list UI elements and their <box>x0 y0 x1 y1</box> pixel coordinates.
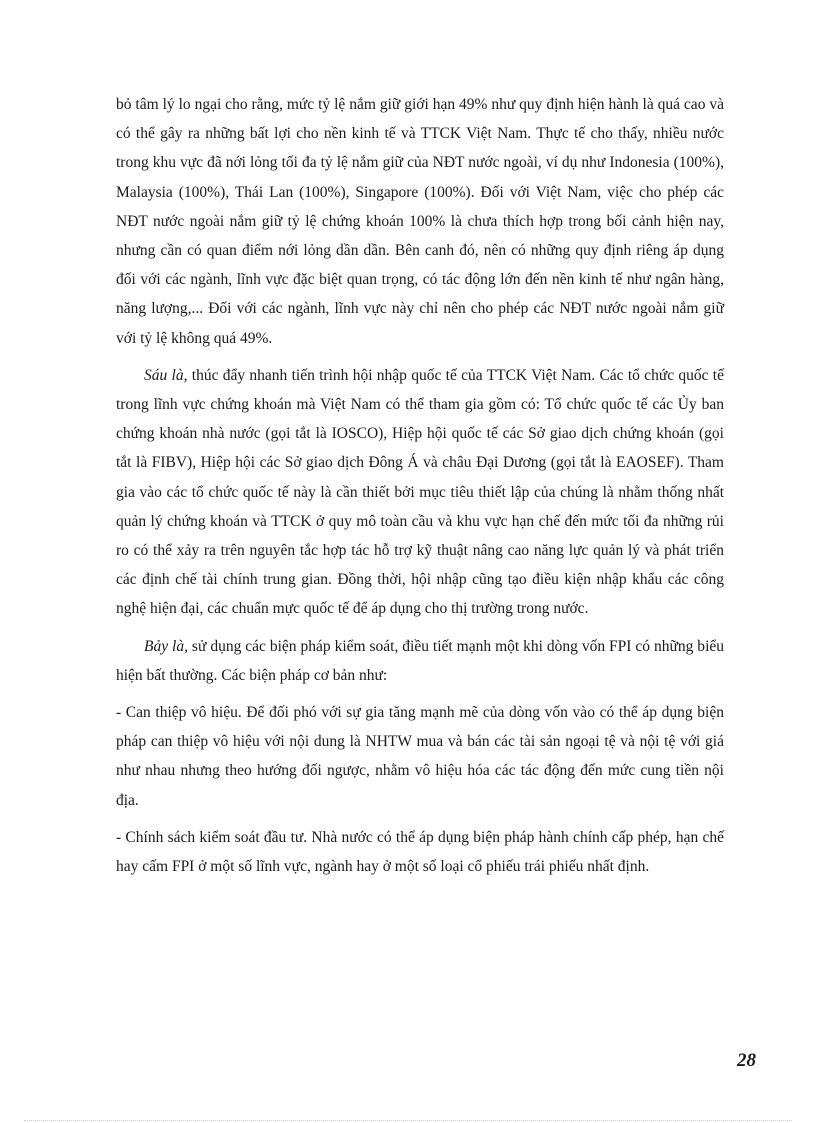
paragraph-bay-la <box>116 632 724 690</box>
paragraph-sau-la <box>116 361 724 624</box>
paragraph-text: sử dụng các biện pháp kiểm soát, điều tiết mạnh một khi dòng vốn FPI có những biểu hiện bất thường. Các biện pháp cơ bản như: <box>116 637 724 684</box>
body-text <box>116 90 724 889</box>
paragraph-continuation <box>116 90 724 353</box>
footer-divider <box>24 1120 792 1121</box>
bullet-chinh-sach-kiem-soat <box>116 823 724 881</box>
paragraph-text: - Can thiệp vô hiệu. Để đối phó với sự gia tăng mạnh mẽ của dòng vốn vào có thể áp dụng biện pháp can thiệp vô hiệu với nội dung là NHTW mua và bán các tài sản ngoại tệ và nội tệ với giá như nhau nhưng theo hướng đối ngược, nhằm vô hiệu hóa các tác động đến mức cung tiền nội địa. <box>116 704 724 809</box>
paragraph-text: - Chính sách kiểm soát đầu tư. Nhà nước có thể áp dụng biện pháp hành chính cấp phép, hạn chế hay cấm FPI ở một số lĩnh vực, ngành hay ở một số loại cổ phiếu trái phiếu nhất định. <box>116 828 724 876</box>
paragraph-text: thúc đẩy nhanh tiến trình hội nhập quốc tế của TTCK Việt Nam. Các tổ chức quốc tế trong lĩnh vực chứng khoán mà Việt Nam có thể tham gia gồm có: Tổ chức quốc tế các Ủy ban chứng khoán nhà nước (gọi tắt là IOSCO), Hiệp hội quốc tế các Sở giao dịch chứng khoán (gọi tắt là FIBV), Hiệp hội các Sở giao dịch Đông Á và châu Đại Dương (gọi tắt là EAOSEF). Tham gia vào các tổ chức quốc tế này là cần thiết bởi mục tiêu thiết lập của chúng là nhằm thống nhất quản lý chứng khoán và TTCK ở quy mô toàn cầu và khu vực hạn chế đến mức tối đa những rủi ro có thể xảy ra trên nguyên tắc hợp tác hỗ trợ kỹ thuật nâng cao năng lực quản lý và phát triển các định chế tài chính trung gian. Đồng thời, hội nhập cũng tạo điều kiện nhập khẩu các công nghệ hiện đại, các chuẩn mực quốc tế để áp dụng cho thị trường trong nước. <box>116 366 724 618</box>
page-number: 28 <box>737 1050 756 1071</box>
bullet-can-thiep-vo-hieu <box>116 698 724 815</box>
paragraph-lead: Bảy là, <box>144 637 188 655</box>
paragraph-lead: Sáu là, <box>144 366 188 384</box>
paragraph-text: bỏ tâm lý lo ngại cho rằng, mức tỷ lệ nắm giữ giới hạn 49% như quy định hiện hành là quá cao và có thể gây ra những bất lợi cho nền kinh tế và TTCK Việt Nam. Thực tế cho thấy, nhiều nước trong khu vực đã nới lỏng tối đa tỷ lệ nắm giữ của NĐT nước ngoài, ví dụ như Indonesia (100%), Malaysia (100%), Thái Lan (100%), Singapore (100%). Đối với Việt Nam, việc cho phép các NĐT nước ngoài nắm giữ tỷ lệ chứng khoán 100% là chưa thích hợp trong bối cảnh hiện nay, nhưng cần có quan điểm nới lỏng dần dần. Bên canh đó, nên có những quy định riêng áp dụng đối với các ngành, lĩnh vực đặc biệt quan trọng, có tác động lớn đến nền kinh tế như ngân hàng, năng lượng,... Đối với các ngành, lĩnh vực này chỉ nên cho phép các NĐT nước ngoài nắm giữ với tỷ lệ không quá 49%. <box>116 96 724 347</box>
